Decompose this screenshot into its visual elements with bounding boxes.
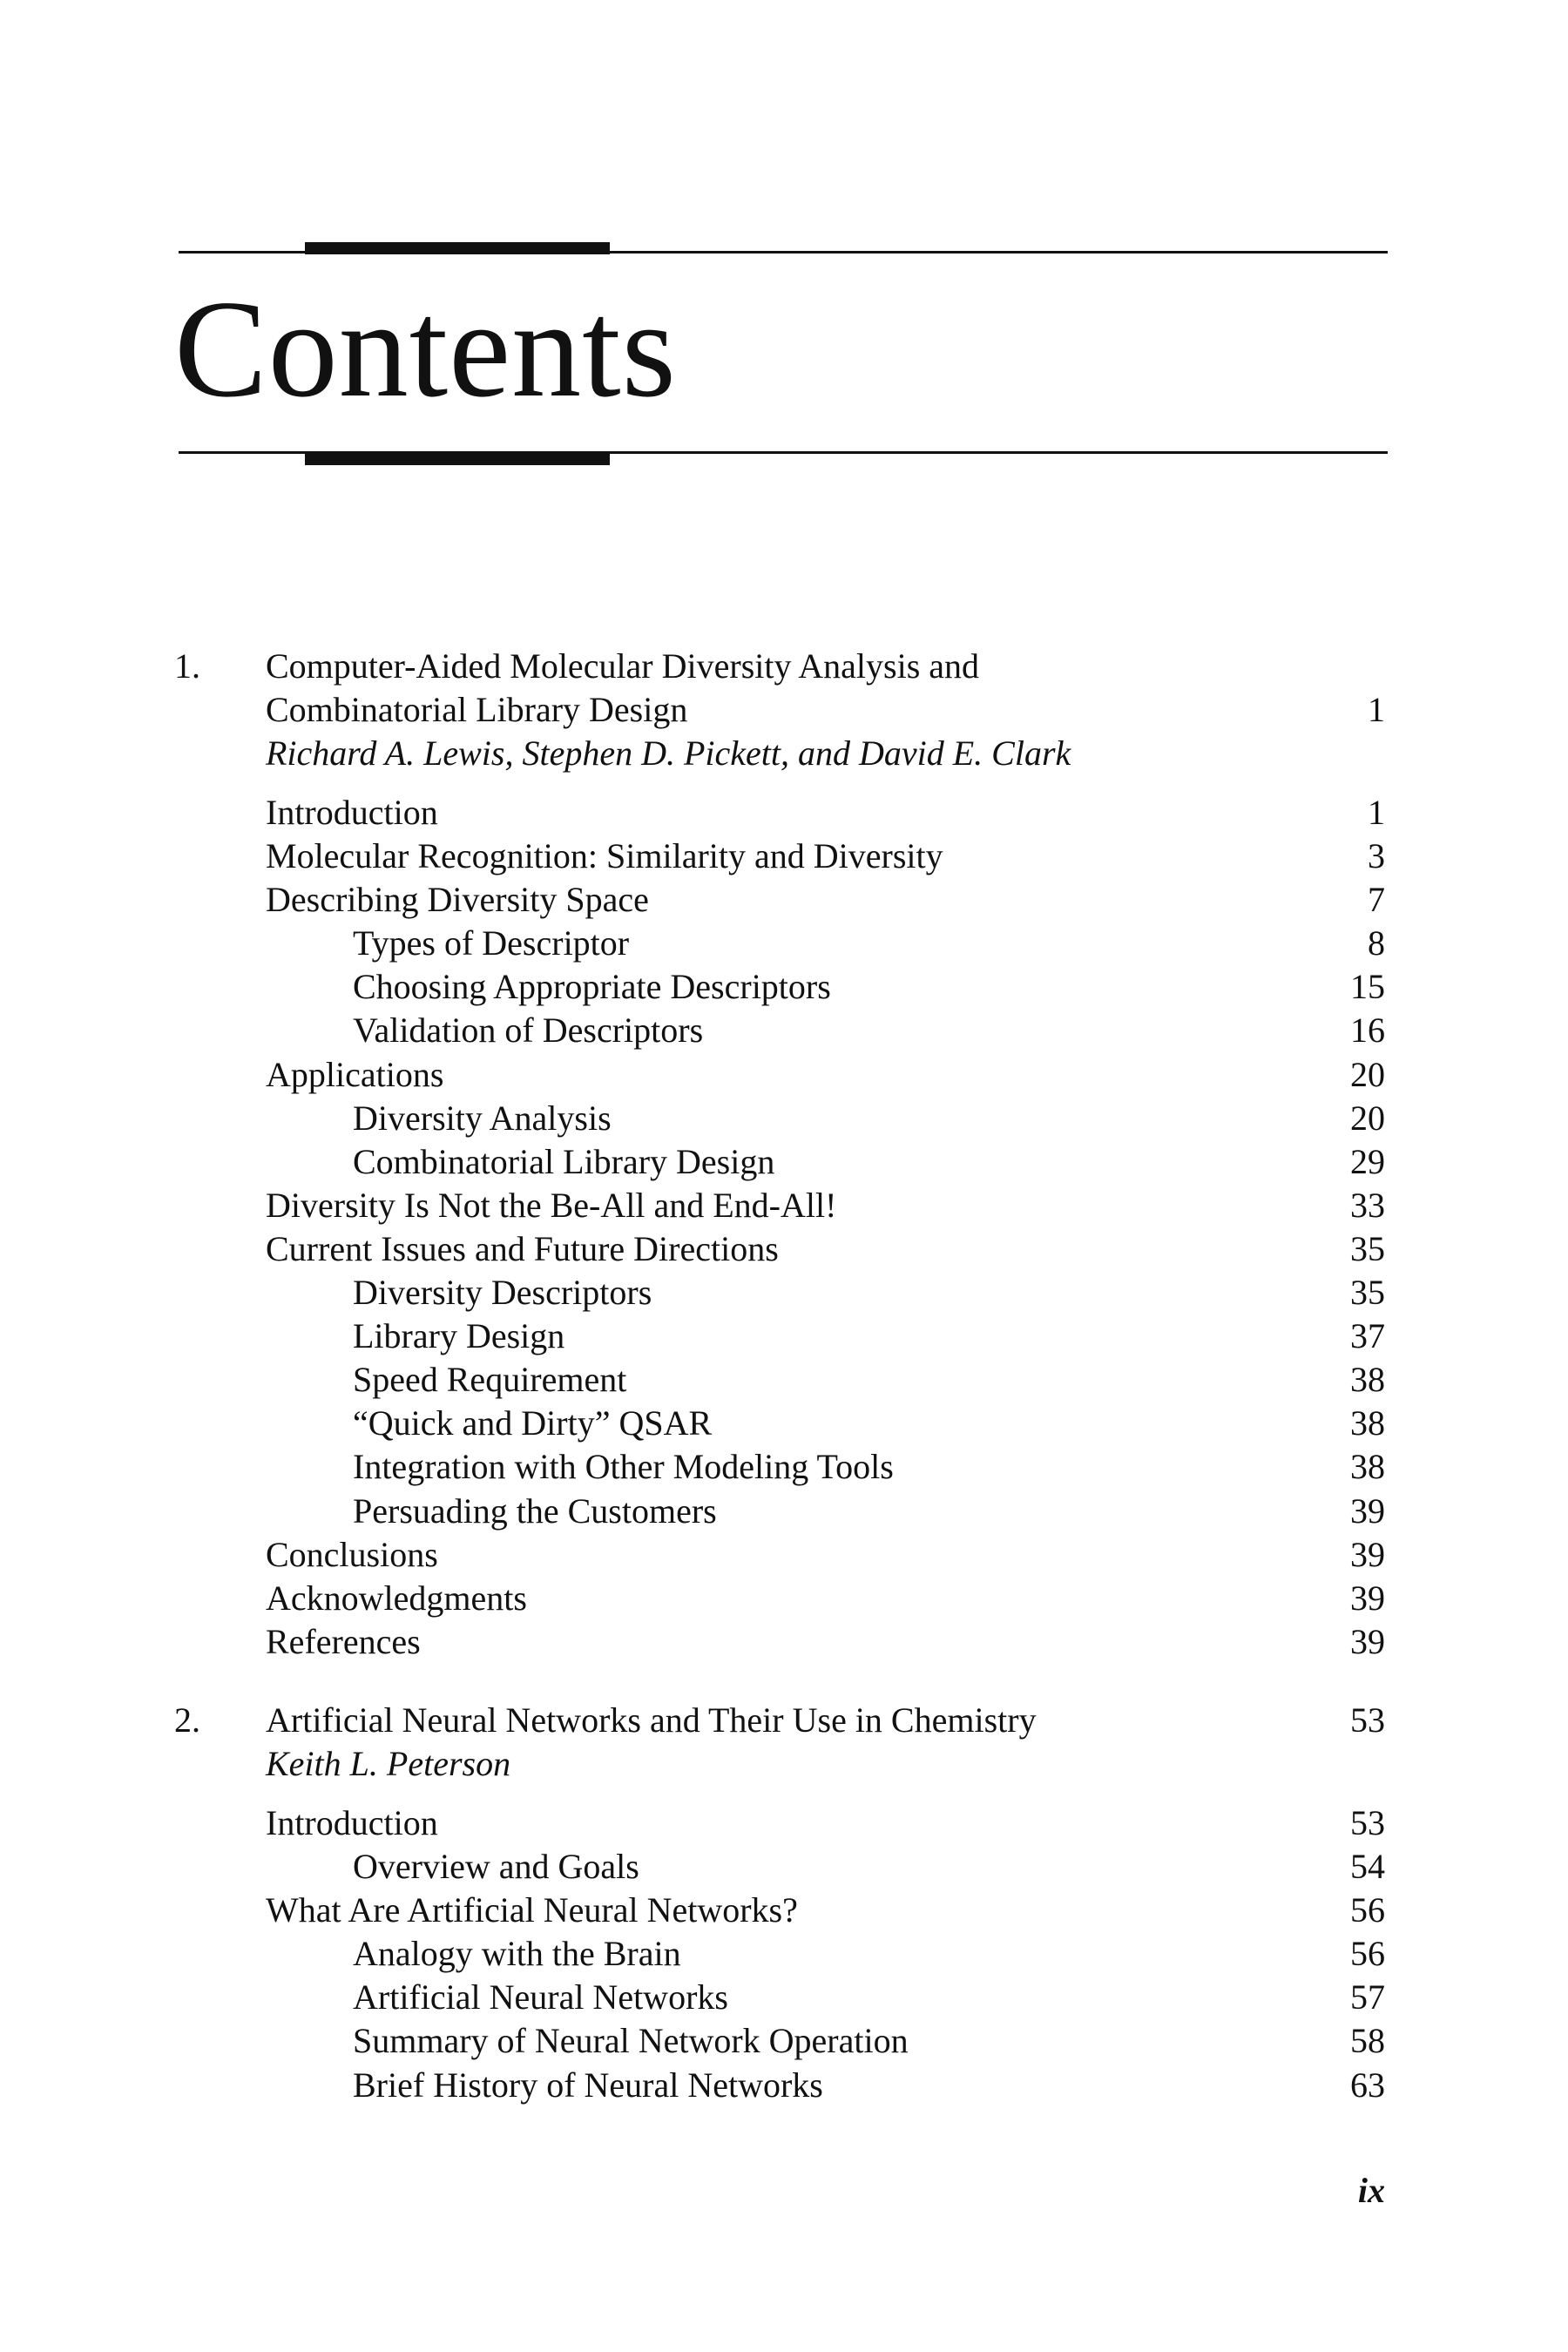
chapter-authors: Keith L. Peterson	[266, 1744, 511, 1783]
toc-entry-title: “Quick and Dirty” QSAR	[353, 1403, 713, 1443]
toc-entry-page: 20	[1350, 1054, 1385, 1094]
toc-entry	[0, 791, 1568, 835]
chapter-page-number: 1	[1368, 690, 1385, 729]
toc-entry-page: 39	[1350, 1621, 1385, 1661]
toc-entry-title: Types of Descriptor	[353, 923, 630, 963]
toc-entry	[0, 1533, 1568, 1577]
toc-entry	[0, 1889, 1568, 1932]
toc-entry-page: 38	[1350, 1447, 1385, 1487]
toc-entry	[0, 835, 1568, 878]
bottom-rule-bar	[305, 453, 610, 465]
toc-entry-title: Brief History of Neural Networks	[353, 2065, 823, 2105]
toc-entry-page: 35	[1350, 1228, 1385, 1268]
toc-entry-title: Introduction	[266, 793, 438, 832]
chapter-page-number: 53	[1350, 1700, 1385, 1740]
chapter-number: 1.	[174, 646, 200, 686]
chapter-title-line: Combinatorial Library Design	[266, 690, 688, 729]
toc-entry-page: 33	[1350, 1185, 1385, 1225]
chapter-title-line: Computer-Aided Molecular Diversity Analysis and	[266, 646, 980, 686]
toc-entry	[0, 1184, 1568, 1227]
toc-entry-page: 35	[1350, 1273, 1385, 1313]
toc-entry-page: 58	[1350, 2021, 1385, 2061]
toc-entry-page: 7	[1368, 880, 1385, 920]
toc-entry	[0, 1009, 1568, 1052]
toc-entry-page: 54	[1350, 1847, 1385, 1887]
toc-entry	[0, 1227, 1568, 1271]
toc-entry	[0, 1490, 1568, 1533]
toc-entry-title: Persuading the Customers	[353, 1490, 717, 1531]
toc-entry	[0, 2064, 1568, 2107]
toc-entry	[0, 1097, 1568, 1140]
chapter-title-line: Artificial Neural Networks and Their Use in Chemistry	[266, 1700, 1037, 1740]
toc-entry-title: Artificial Neural Networks	[353, 1977, 728, 2017]
toc-entry-title: Choosing Appropriate Descriptors	[353, 967, 831, 1007]
toc-entry-page: 57	[1350, 1977, 1385, 2017]
toc-entry	[0, 1358, 1568, 1402]
toc-entry-page: 39	[1350, 1534, 1385, 1574]
toc-entry-page: 15	[1350, 967, 1385, 1007]
toc-entry-title: Diversity Descriptors	[353, 1273, 652, 1313]
toc-entry-title: Diversity Analysis	[353, 1098, 612, 1138]
page-title: Contents	[174, 271, 677, 426]
chapter-title	[266, 1699, 1267, 1742]
toc-entry-title: Diversity Is Not the Be-All and End-All!	[266, 1185, 837, 1225]
toc-entry-title: What Are Artificial Neural Networks?	[266, 1890, 798, 1930]
toc-entry	[0, 1315, 1568, 1358]
toc-entry	[0, 965, 1568, 1009]
toc-entry-page: 63	[1350, 2065, 1385, 2105]
toc-entry	[0, 1402, 1568, 1445]
toc-entry-title: Summary of Neural Network Operation	[353, 2021, 909, 2061]
toc-entry-page: 39	[1350, 1490, 1385, 1531]
chapter-2-entries	[0, 1801, 1568, 2107]
toc-entry	[0, 1140, 1568, 1184]
toc-entry-title: Applications	[266, 1054, 444, 1094]
toc-entry-page: 16	[1350, 1010, 1385, 1051]
toc-entry-title: Current Issues and Future Directions	[266, 1228, 779, 1268]
toc-entry-page: 1	[1368, 793, 1385, 832]
toc-entry-title: Combinatorial Library Design	[353, 1141, 775, 1181]
toc-entry	[0, 1801, 1568, 1845]
toc-entry	[0, 922, 1568, 965]
top-rule-bar	[305, 242, 610, 254]
toc-entry-page: 38	[1350, 1360, 1385, 1400]
toc-entry	[0, 1620, 1568, 1664]
page-folio: ix	[1357, 2171, 1385, 2210]
toc-entry-title: Acknowledgments	[266, 1578, 527, 1618]
toc-entry-title: Validation of Descriptors	[353, 1010, 704, 1051]
toc-entry-title: Describing Diversity Space	[266, 880, 649, 920]
chapter-title	[266, 645, 1267, 732]
toc-entry-title: Library Design	[353, 1316, 565, 1356]
chapter-number: 2.	[174, 1700, 200, 1740]
toc-entry-title: Conclusions	[266, 1534, 438, 1574]
toc-entry	[0, 1845, 1568, 1889]
toc-entry-title: References	[266, 1621, 421, 1661]
toc-entry-page: 53	[1350, 1803, 1385, 1842]
toc-entry-title: Molecular Recognition: Similarity and Diversity	[266, 836, 943, 876]
toc-entry	[0, 1271, 1568, 1315]
toc-entry	[0, 1577, 1568, 1620]
toc-entry-page: 3	[1368, 836, 1385, 876]
chapter-1-entries	[0, 791, 1568, 1664]
toc-entry-title: Introduction	[266, 1803, 438, 1842]
toc-entry-page: 20	[1350, 1098, 1385, 1138]
toc-entry-page: 56	[1350, 1890, 1385, 1930]
toc-entry	[0, 2019, 1568, 2063]
toc-entry-title: Speed Requirement	[353, 1360, 627, 1400]
toc-entry	[0, 878, 1568, 922]
toc-entry-title: Analogy with the Brain	[353, 1934, 681, 1974]
toc-entry-page: 39	[1350, 1578, 1385, 1618]
toc-entry	[0, 1976, 1568, 2019]
toc-entry-page: 37	[1350, 1316, 1385, 1356]
toc-entry-page: 38	[1350, 1403, 1385, 1443]
toc-entry-page: 56	[1350, 1934, 1385, 1974]
chapter-authors: Richard A. Lewis, Stephen D. Pickett, and David E. Clark	[266, 733, 1071, 773]
toc-entry-page: 8	[1368, 923, 1385, 963]
toc-entry	[0, 1445, 1568, 1489]
toc-entry-title: Integration with Other Modeling Tools	[353, 1447, 894, 1487]
toc-entry-page: 29	[1350, 1141, 1385, 1181]
toc-entry	[0, 1053, 1568, 1097]
toc-entry	[0, 1932, 1568, 1976]
toc-entry-title: Overview and Goals	[353, 1847, 639, 1887]
